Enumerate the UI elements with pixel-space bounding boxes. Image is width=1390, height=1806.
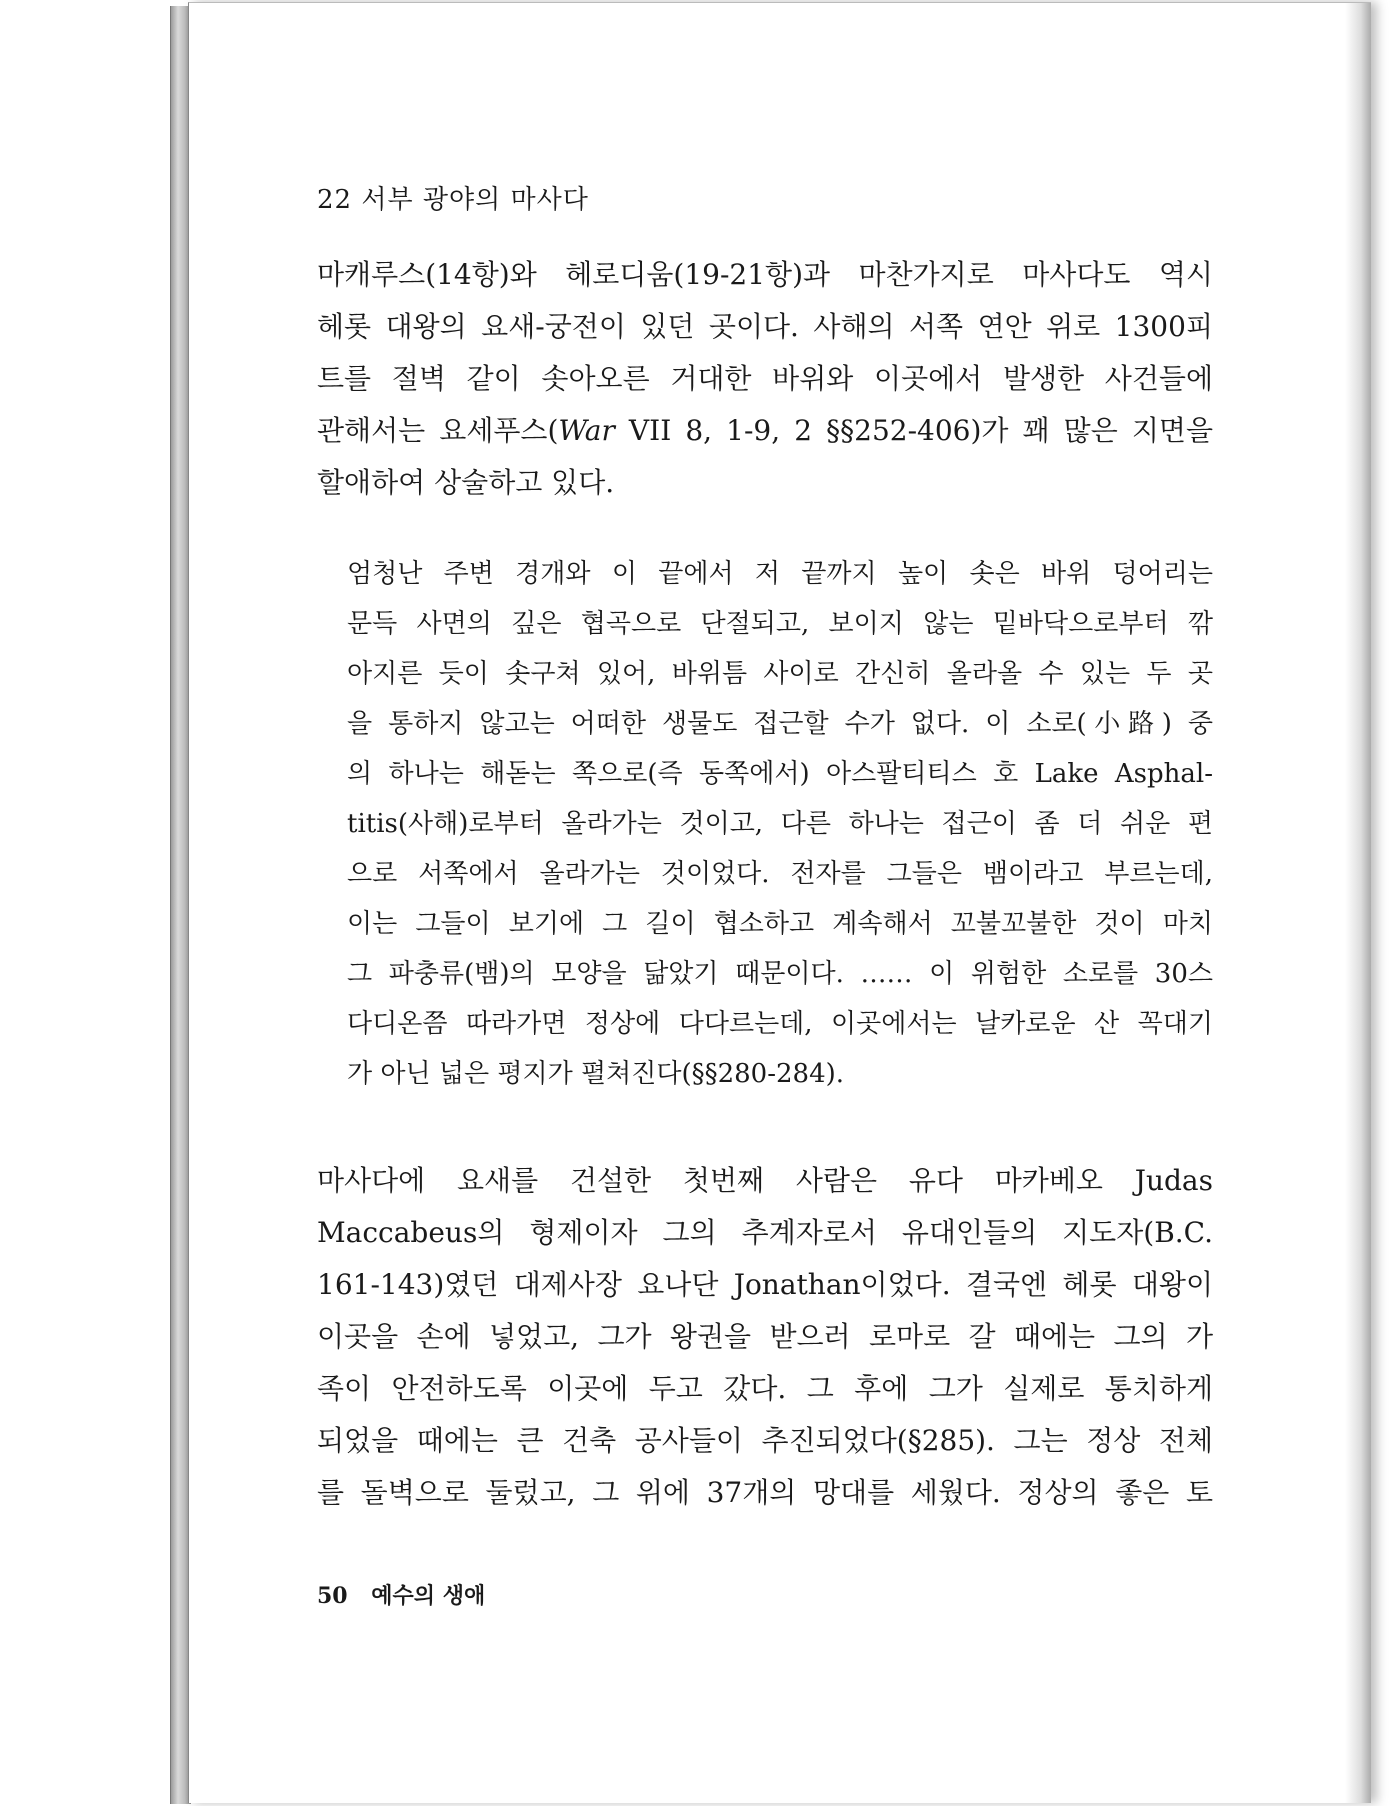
block-quote (347, 549, 1213, 1099)
quote-line: 이는 그들이 보기에 그 길이 협소하고 계속해서 꼬불꼬불한 것이 마치 (347, 909, 1213, 939)
text-line: 족이 안전하도록 이곳에 두고 갔다. 그 후에 그가 실제로 통치하게 (317, 1372, 1213, 1405)
text-line: 할애하여 상술하고 있다. (317, 466, 615, 499)
text-line: 헤롯 대왕의 요새-궁전이 있던 곳이다. 사해의 서쪽 연안 위로 1300피 (317, 310, 1213, 343)
page-footer (317, 1579, 485, 1610)
book-page (188, 2, 1371, 1803)
quote-line: 의 하나는 해돋는 쪽으로(즉 동쪽에서) 아스팔티티스 호 Lake Asphal- (347, 759, 1213, 789)
quote-line: 가 아닌 넓은 평지가 펼쳐진다(§§280-284). (347, 1059, 845, 1089)
quote-line: 엄청난 주변 경개와 이 끝에서 저 끝까지 높이 솟은 바위 덩어리는 (347, 559, 1213, 589)
text-line (317, 405, 1213, 457)
text-line: 되었을 때에는 큰 건축 공사들이 추진되었다(§285). 그는 정상 전체 (317, 1424, 1213, 1457)
text-line: 를 돌벽으로 둘렀고, 그 위에 37개의 망대를 세웠다. 정상의 좋은 토 (317, 1476, 1213, 1509)
paragraph-intro (317, 249, 1213, 509)
italic-title: War (558, 414, 615, 447)
text-fragment: 관해서는 요세푸스( (317, 414, 559, 447)
paragraph-body (317, 1155, 1213, 1519)
text-line: 마캐루스(14항)와 헤로디움(19-21항)과 마찬가지로 마사다도 역시 (317, 258, 1213, 291)
quote-line: 아지른 듯이 솟구쳐 있어, 바위틈 사이로 간신히 올라올 수 있는 두 곳 (347, 659, 1213, 689)
text-line: 161-143)였던 대제사장 요나단 Jonathan이었다. 결국엔 헤롯 대왕이 (317, 1268, 1213, 1301)
page-number: 50 (317, 1583, 348, 1609)
running-title: 예수의 생애 (371, 1583, 486, 1609)
text-line: 마사다에 요새를 건설한 첫번째 사람은 유다 마카베오 Judas (317, 1164, 1213, 1197)
quote-line: 그 파충류(뱀)의 모양을 닮았기 때문이다. …… 이 위험한 소로를 30스 (347, 959, 1213, 989)
quote-line: 문득 사면의 깊은 협곡으로 단절되고, 보이지 않는 밑바닥으로부터 깎 (347, 609, 1213, 639)
quote-line: 다디온쯤 따라가면 정상에 다다르는데, 이곳에서는 날카로운 산 꼭대기 (347, 1009, 1213, 1039)
text-line: 이곳을 손에 넣었고, 그가 왕권을 받으러 로마로 갈 때에는 그의 가 (317, 1320, 1213, 1353)
quote-line: titis(사해)로부터 올라가는 것이고, 다른 하나는 접근이 좀 더 쉬운 편 (347, 809, 1213, 839)
quote-line: 을 통하지 않고는 어떠한 생물도 접근할 수가 없다. 이 소로(小路) 중 (347, 709, 1213, 739)
text-fragment: VII 8, 1-9, 2 §§252-406)가 꽤 많은 지면을 (614, 414, 1213, 447)
text-line: Maccabeus의 형제이자 그의 추계자로서 유대인들의 지도자(B.C. (317, 1216, 1213, 1249)
text-line: 트를 절벽 같이 솟아오른 거대한 바위와 이곳에서 발생한 사건들에 (317, 362, 1213, 395)
quote-line: 으로 서쪽에서 올라가는 것이었다. 전자를 그들은 뱀이라고 부르는데, (347, 859, 1213, 889)
section-heading: 22 서부 광야의 마사다 (317, 185, 589, 215)
page-edge-shadow (1345, 3, 1371, 1803)
